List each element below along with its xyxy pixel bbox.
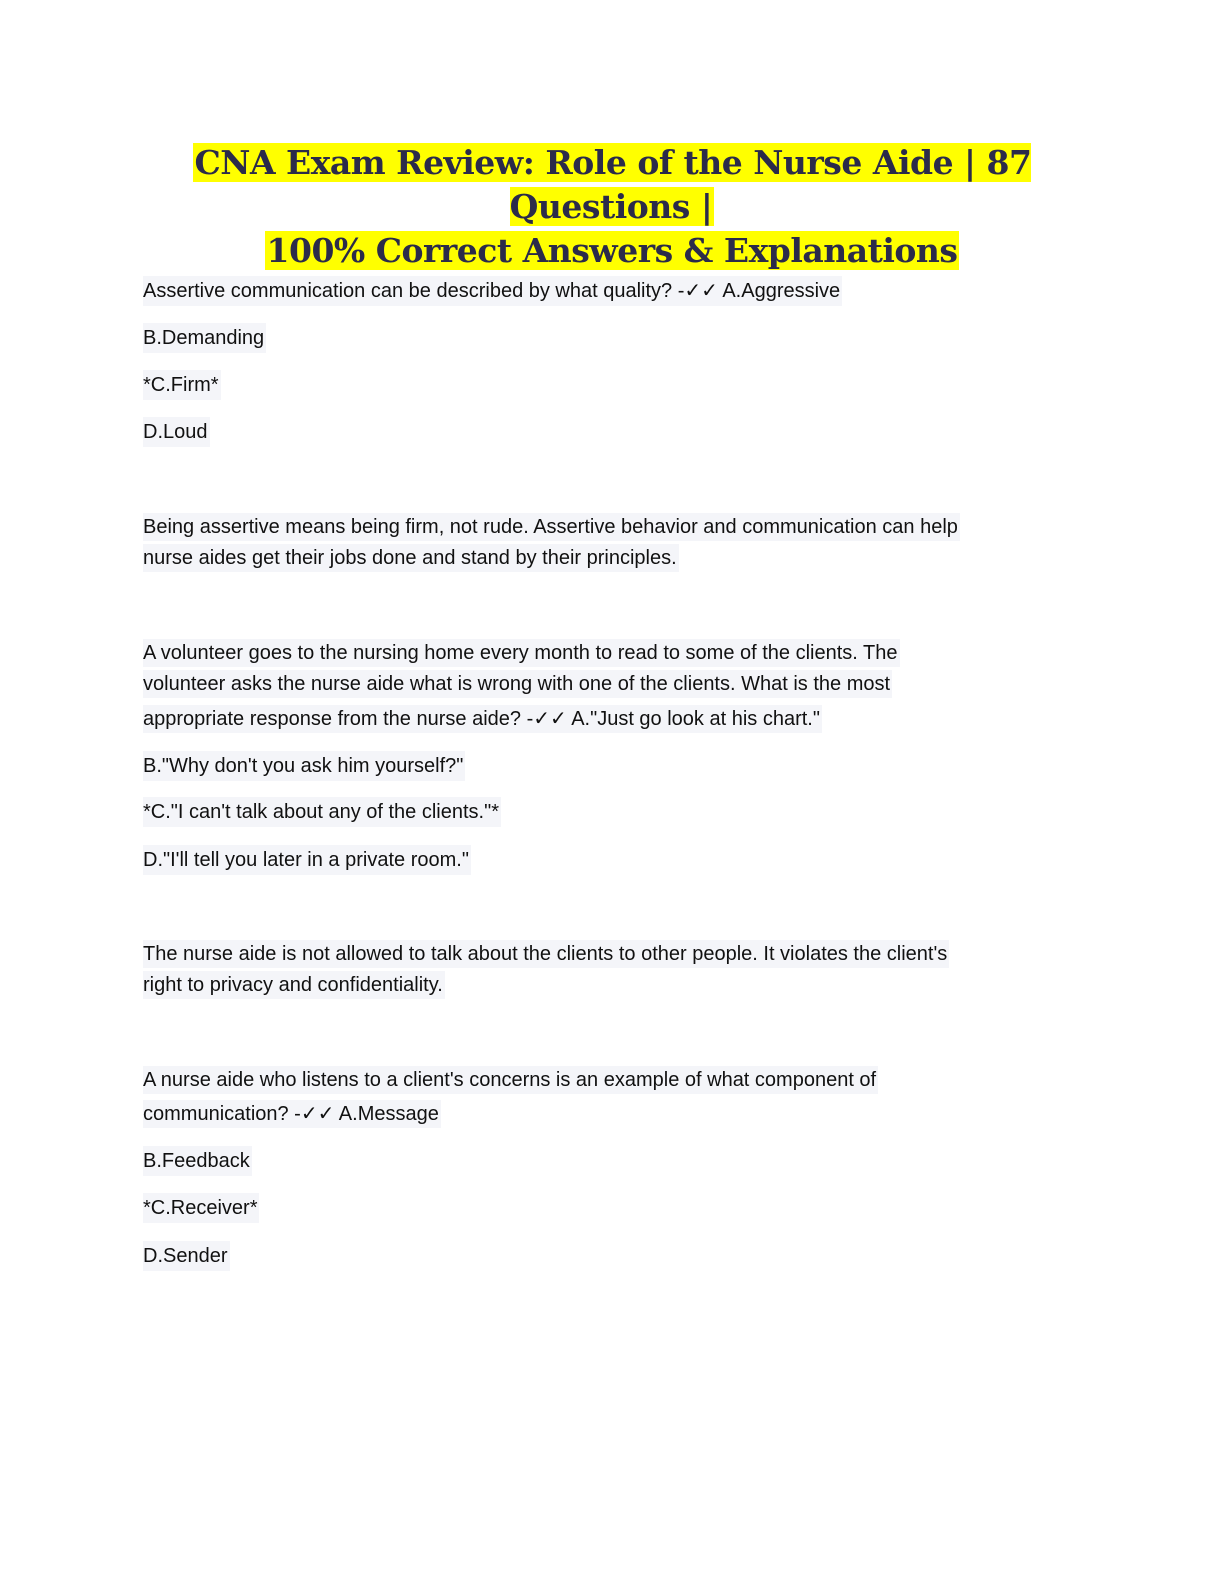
question-3-option-c-correct: *C.Receiver* <box>143 1193 259 1224</box>
question-3-option-d: D.Sender <box>143 1241 230 1272</box>
question-1-option-d: D.Loud <box>143 417 210 448</box>
question-2-explanation: The nurse aide is not allowed to talk about the clients to other people. It violates the client's right to privacy and confidentiality. <box>143 939 1043 1001</box>
title-line-1: CNA Exam Review: Role of the Nurse Aide | 87 Questions | <box>194 143 1032 226</box>
question-1-option-b: B.Demanding <box>143 323 266 354</box>
question-3-option-b: B.Feedback <box>143 1146 252 1177</box>
question-2: A volunteer goes to the nursing home every month to read to some of the clients. The volunteer asks the nurse aide what is wrong with one of the clients. What is the most appropriate response from the nurse aide? -✓✓ A."Just go look at his chart." <box>143 638 1043 735</box>
question-1: Assertive communication can be described by what quality? -✓✓ A.Aggressive <box>143 276 842 307</box>
question-1-explanation: Being assertive means being firm, not rude. Assertive behavior and communication can help nurse aides get their jobs done and stand by their principles. <box>143 512 1043 574</box>
question-2-option-b: B."Why don't you ask him yourself?" <box>143 751 465 782</box>
question-3: A nurse aide who listens to a client's concerns is an example of what component of communication? -✓✓ A.Message <box>143 1065 1043 1130</box>
question-2-option-c-correct: *C."I can't talk about any of the clients."* <box>143 797 501 828</box>
title-line-2: 100% Correct Answers & Explanations <box>266 231 958 270</box>
document-title <box>100 141 1124 273</box>
question-2-option-d: D."I'll tell you later in a private room." <box>143 845 471 876</box>
question-1-option-c-correct: *C.Firm* <box>143 370 221 401</box>
